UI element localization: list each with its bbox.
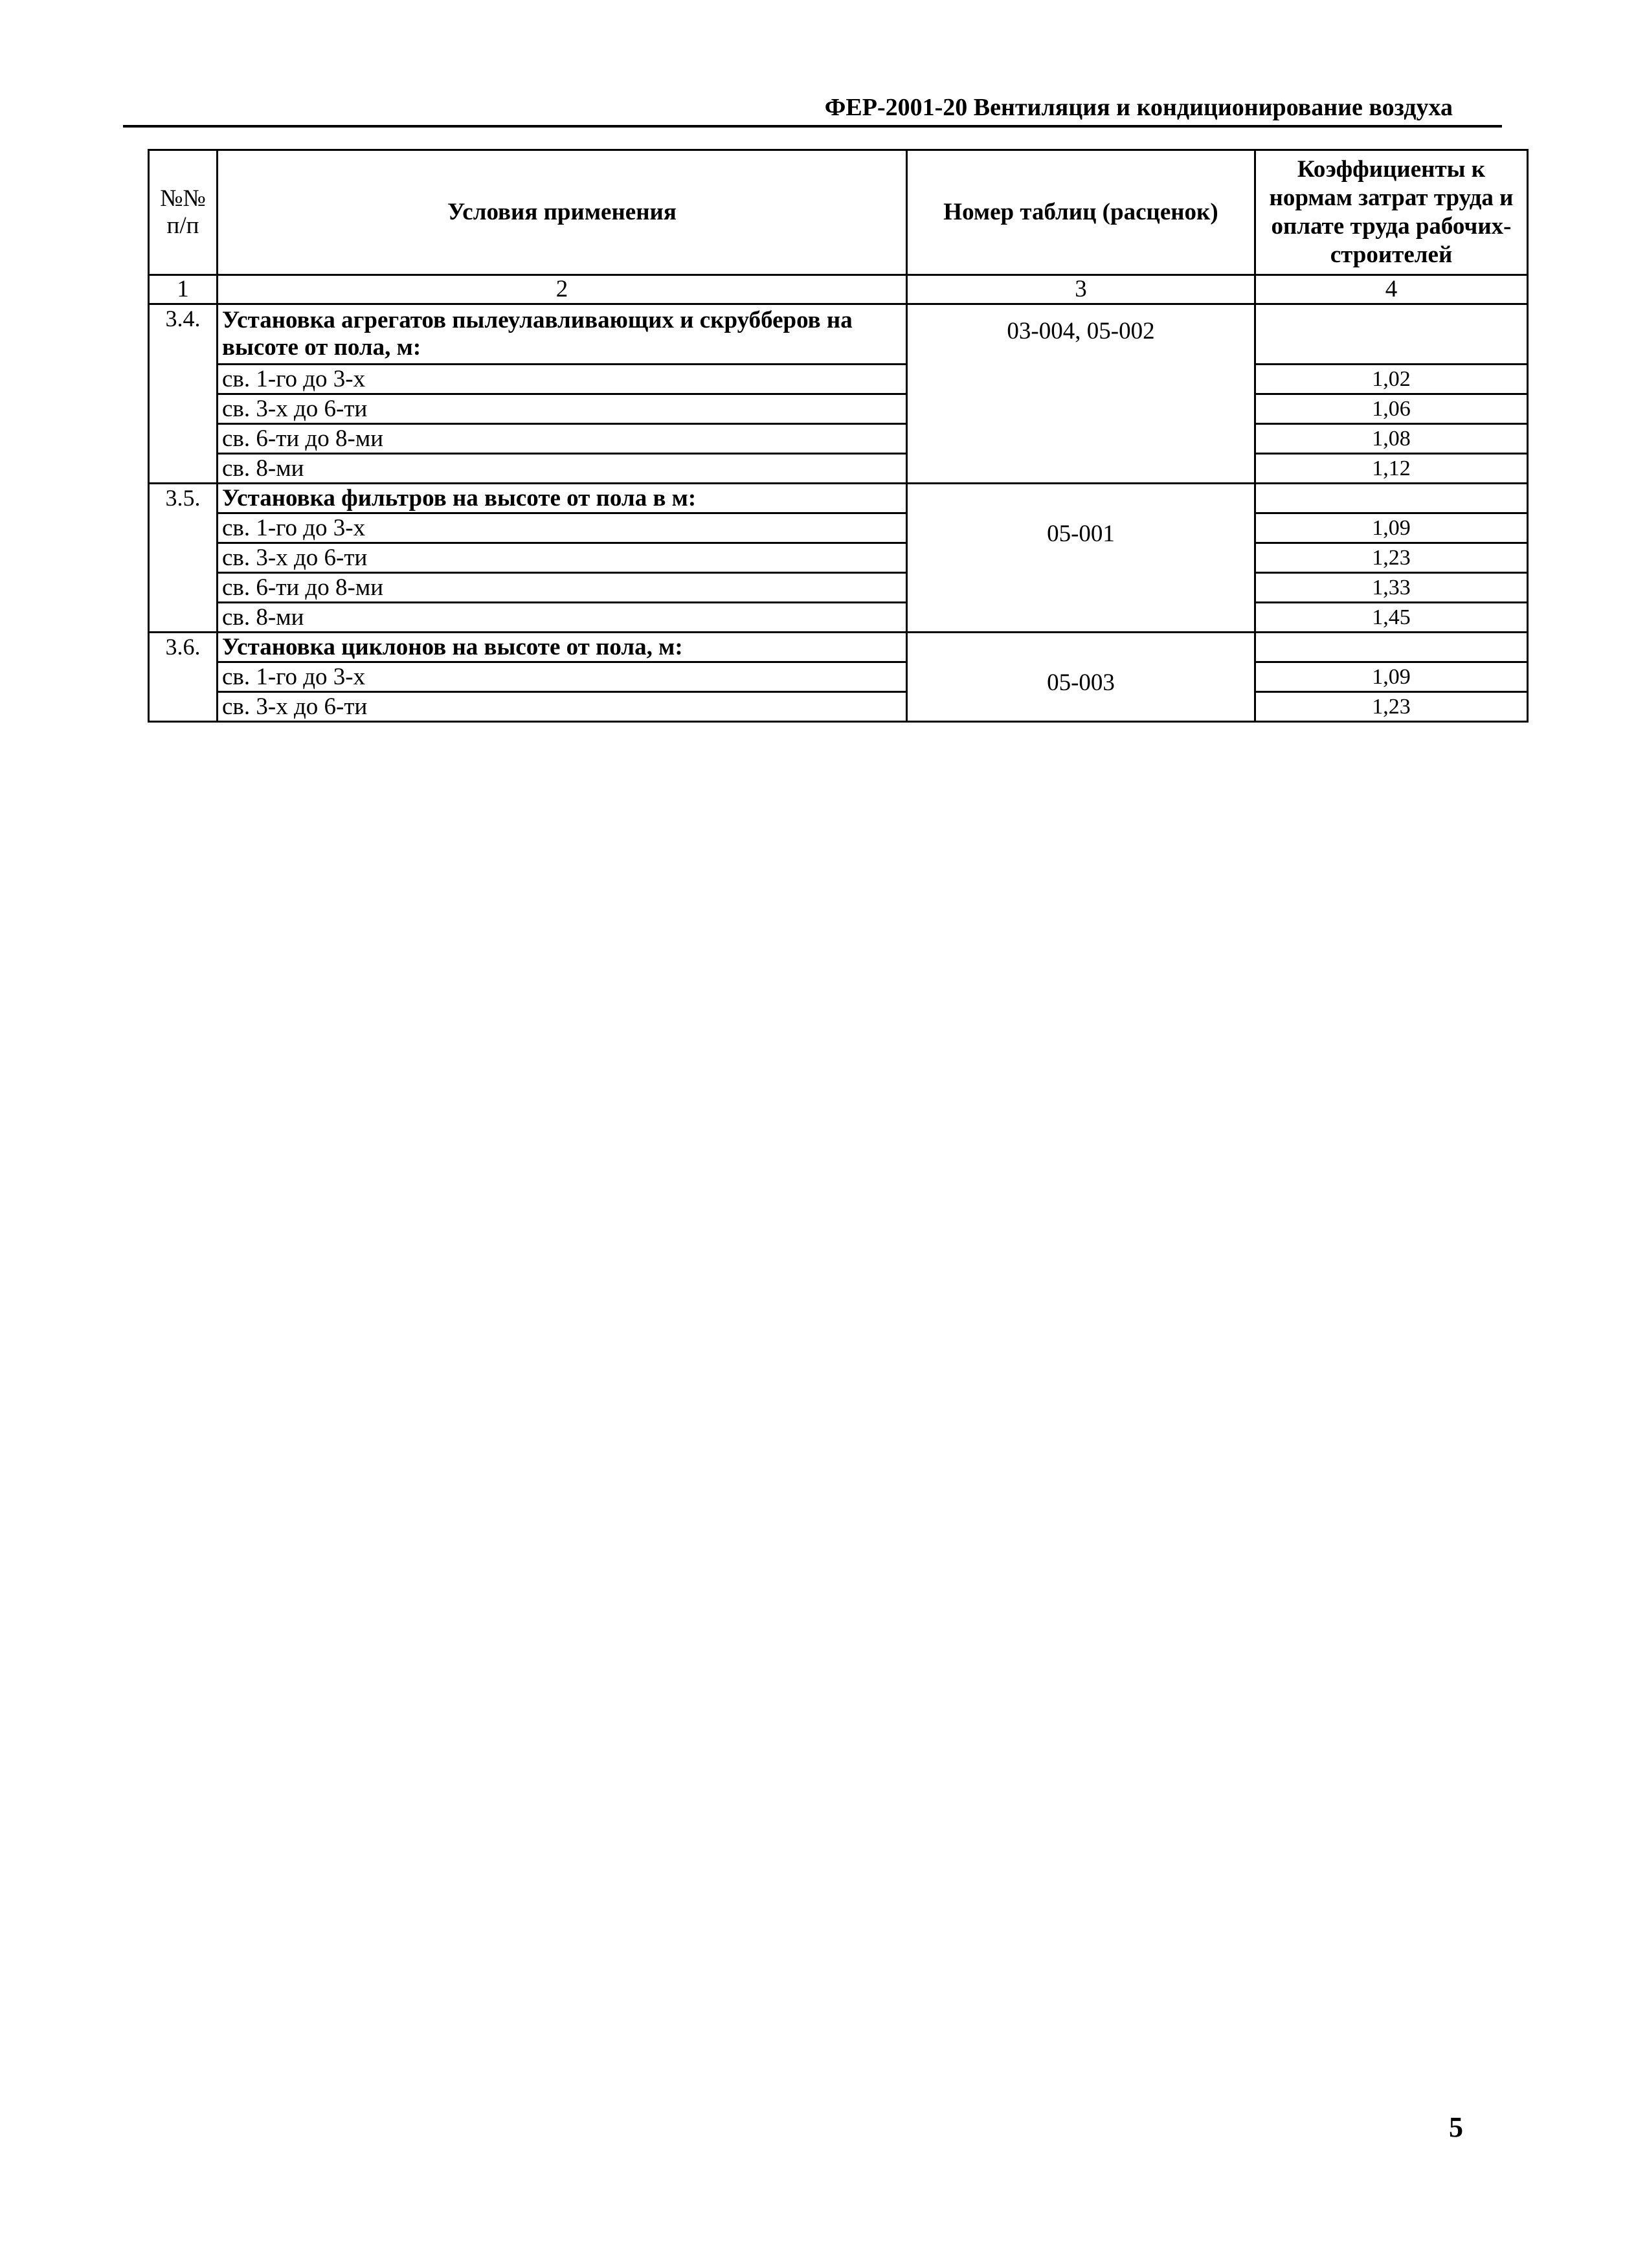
group-title: Установка фильтров на высоте от пола в м:: [218, 484, 907, 513]
group-tables: 05-001: [907, 484, 1255, 633]
condition-cell: св. 1-го до 3-х: [218, 365, 907, 394]
condition-cell: св. 3-х до 6-ти: [218, 692, 907, 722]
table-row: [149, 573, 1528, 603]
column-header-tables: Номер таблиц (расценок): [907, 150, 1255, 275]
table-header-row: [149, 150, 1528, 275]
column-number: 4: [1255, 275, 1528, 304]
coefficient-cell: 1,12: [1255, 454, 1528, 484]
coefficient-cell-empty: [1255, 304, 1528, 365]
table-row: [149, 484, 1528, 513]
coefficient-cell: 1,08: [1255, 424, 1528, 454]
coefficient-cell-empty: [1255, 633, 1528, 662]
table-row: [149, 662, 1528, 692]
coefficient-cell-empty: [1255, 484, 1528, 513]
column-header-conditions: Условия применения: [218, 150, 907, 275]
group-title: Установка агрегатов пылеулавливающих и скрубберов на высоте от пола, м:: [218, 304, 907, 365]
group-number: 3.6.: [149, 633, 218, 722]
group-tables: 05-003: [907, 633, 1255, 722]
condition-cell: св. 8-ми: [218, 603, 907, 633]
table-row: [149, 633, 1528, 662]
page-number: 5: [1449, 2111, 1463, 2143]
coefficient-cell: 1,45: [1255, 603, 1528, 633]
column-number: 3: [907, 275, 1255, 304]
column-number: 1: [149, 275, 218, 304]
group-number: 3.5.: [149, 484, 218, 633]
table-row: [149, 394, 1528, 424]
condition-cell: св. 1-го до 3-х: [218, 513, 907, 543]
table-row: [149, 513, 1528, 543]
condition-cell: св. 6-ти до 8-ми: [218, 573, 907, 603]
condition-cell: св. 6-ти до 8-ми: [218, 424, 907, 454]
table-row: [149, 365, 1528, 394]
coefficient-cell: 1,23: [1255, 692, 1528, 722]
coefficient-cell: 1,33: [1255, 573, 1528, 603]
column-header-coefficients: Коэффициенты к нормам затрат труда и оплате труда рабочих-строителей: [1255, 150, 1528, 275]
condition-cell: св. 1-го до 3-х: [218, 662, 907, 692]
column-numbers-row: [149, 275, 1528, 304]
table-row: [149, 304, 1528, 365]
page-header-title: ФЕР-2001-20 Вентиляция и кондиционирование воздуха: [824, 94, 1453, 121]
table-row: [149, 424, 1528, 454]
condition-cell: св. 3-х до 6-ти: [218, 394, 907, 424]
coefficient-cell: 1,09: [1255, 662, 1528, 692]
coefficient-cell: 1,06: [1255, 394, 1528, 424]
table-row: [149, 454, 1528, 484]
header-rule: [123, 125, 1502, 128]
table-row: [149, 692, 1528, 722]
condition-cell: св. 3-х до 6-ти: [218, 543, 907, 573]
coefficient-cell: 1,02: [1255, 365, 1528, 394]
coefficient-cell: 1,09: [1255, 513, 1528, 543]
column-header-number: №№ п/п: [149, 150, 218, 275]
coefficients-table: [148, 149, 1529, 723]
group-tables: 03-004, 05-002: [907, 304, 1255, 484]
table-row: [149, 603, 1528, 633]
group-number: 3.4.: [149, 304, 218, 484]
condition-cell: св. 8-ми: [218, 454, 907, 484]
coefficient-cell: 1,23: [1255, 543, 1528, 573]
table-row: [149, 543, 1528, 573]
column-number: 2: [218, 275, 907, 304]
group-title: Установка циклонов на высоте от пола, м:: [218, 633, 907, 662]
